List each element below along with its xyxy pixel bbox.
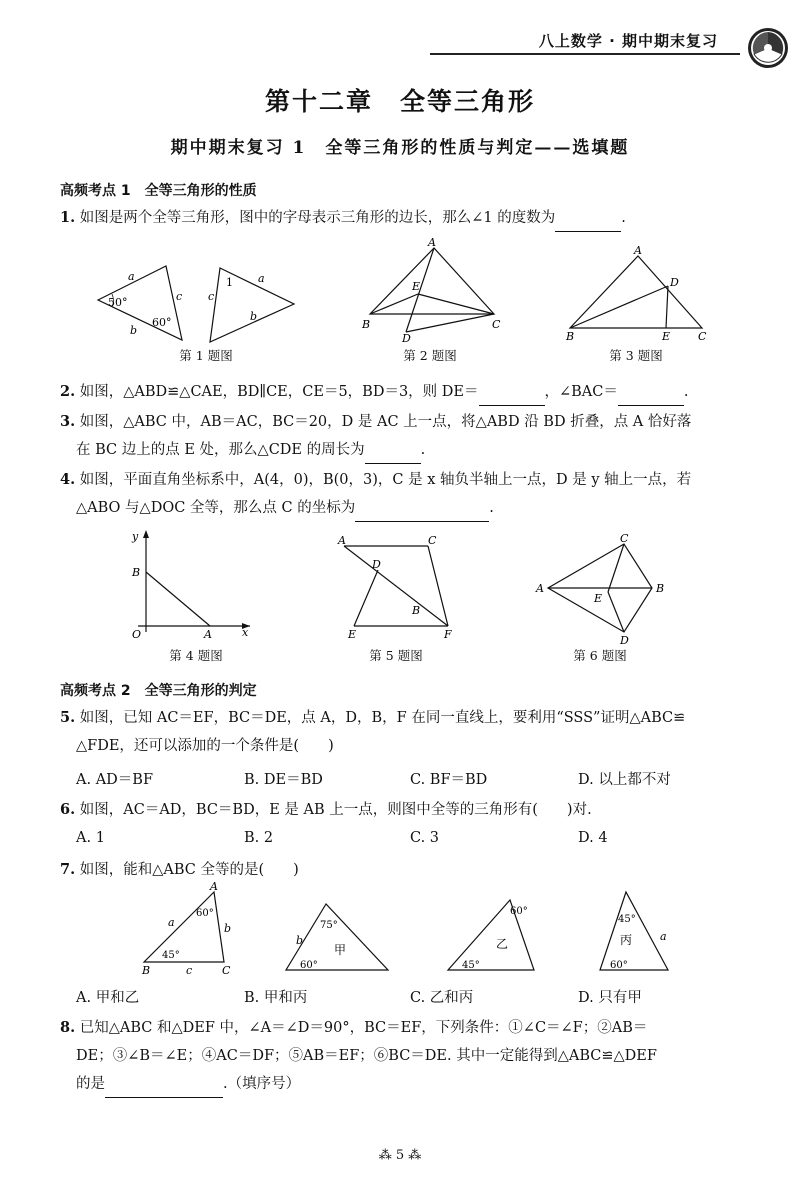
option-a[interactable]: A. 1	[76, 830, 105, 846]
angle-45: 45°	[462, 960, 480, 971]
question-text: DE；③∠B＝∠E；④AC＝DF；⑤AB＝EF；⑥BC＝DE. 其中一定能得到△ABC≌△DEF	[76, 1048, 657, 1064]
question-4-line-2	[76, 494, 776, 522]
question-5-line-2	[76, 732, 776, 760]
figure-1	[90, 258, 310, 344]
question-7	[60, 856, 760, 884]
figure-caption: 第 4 题图	[169, 648, 223, 663]
angle-60: 60°	[152, 316, 172, 329]
figure-caption: 第 1 题图	[179, 348, 233, 363]
angle-45: 45°	[618, 914, 636, 925]
point-A: A	[634, 246, 642, 257]
question-number: 6.	[60, 801, 76, 818]
question-text: 如图，AC＝AD，BC＝BD，E 是 AB 上一点，则图中全等的三角形有( )对.	[79, 802, 592, 818]
section-heading-2: 高频考点 2 全等三角形的判定	[60, 683, 257, 699]
point-D: D	[372, 558, 381, 571]
question-3	[60, 408, 760, 436]
header-title: 八上数学 · 期中期末复习	[538, 32, 718, 50]
question-8-line-3	[76, 1070, 776, 1098]
point-E: E	[662, 330, 671, 342]
question-end: .	[420, 442, 426, 458]
option-d[interactable]: D. 以上都不对	[578, 772, 671, 788]
answer-blank[interactable]	[105, 1079, 223, 1098]
point-D: D	[402, 332, 411, 342]
label-c: c	[176, 290, 183, 303]
figure-4	[128, 528, 258, 642]
point-E: E	[412, 280, 421, 293]
option-d[interactable]: D. 只有甲	[578, 990, 642, 1006]
angle-45: 45°	[162, 950, 180, 961]
figure-3	[562, 246, 712, 342]
point-A: A	[210, 882, 218, 893]
point-A: A	[204, 628, 212, 641]
question-number: 3.	[60, 413, 76, 430]
point-B: B	[132, 566, 141, 579]
figure-5	[332, 532, 462, 642]
point-B: B	[362, 318, 371, 331]
point-C: C	[620, 534, 629, 545]
page-number	[0, 1148, 800, 1163]
angle-60: 60°	[510, 906, 528, 917]
question-8	[60, 1014, 760, 1042]
side-b: b	[296, 934, 304, 947]
point-B: B	[142, 964, 151, 977]
side-a: a	[168, 916, 175, 929]
angle-60: 60°	[300, 960, 318, 971]
option-b[interactable]: B. DE＝BD	[244, 772, 323, 788]
question-end: .	[621, 210, 626, 226]
point-C: C	[222, 964, 231, 977]
side-c: c	[186, 964, 193, 977]
point-A: A	[428, 236, 436, 249]
option-c[interactable]: C. BF＝BD	[410, 772, 488, 788]
option-b[interactable]: B. 甲和丙	[244, 990, 308, 1006]
triangle-yi: 乙	[496, 937, 509, 951]
question-number: 5.	[60, 709, 76, 726]
question-5	[60, 704, 760, 732]
question-text: 如图，已知 AC＝EF，BC＝DE，点 A，D，B，F 在同一直线上，要利用“SSS”证明△ABC≌	[79, 710, 686, 726]
question-4	[60, 466, 760, 494]
answer-blank[interactable]	[479, 387, 545, 406]
answer-blank[interactable]	[365, 445, 421, 464]
figure-caption: 第 6 题图	[573, 648, 627, 663]
chapter-title: 第十二章 全等三角形	[264, 87, 535, 116]
point-D: D	[670, 276, 679, 289]
point-O: O	[132, 628, 142, 641]
question-number: 2.	[60, 383, 76, 400]
logo-icon	[746, 26, 790, 70]
ornament-icon: ⁂	[404, 1148, 422, 1163]
question-text: 如图是两个全等三角形，图中的字母表示三角形的边长，那么∠1 的度数为	[79, 210, 556, 226]
answer-blank[interactable]	[355, 503, 489, 522]
question-text: 如图，△ABC 中，AB＝AC，BC＝20，D 是 AC 上一点，将△ABD 沿 BD 折叠，点 A 恰好落	[79, 414, 692, 430]
question-end: .	[489, 500, 494, 516]
point-D: D	[620, 634, 629, 646]
label-c: c	[208, 290, 215, 303]
label-b: b	[250, 310, 258, 323]
point-C: C	[428, 534, 437, 547]
question-text: ，∠BAC＝	[544, 384, 618, 400]
question-text: 的是	[76, 1076, 105, 1092]
angle-50: 50°	[108, 296, 128, 309]
figure-7	[130, 882, 690, 980]
figure-2	[358, 236, 508, 342]
option-c[interactable]: C. 乙和丙	[410, 990, 474, 1006]
section-heading-1: 高频考点 1 全等三角形的性质	[60, 183, 257, 199]
figure-caption: 第 5 题图	[369, 648, 423, 663]
question-text: 已知△ABC 和△DEF 中，∠A＝∠D＝90°，BC＝EF，下列条件：①∠C＝∠F；②AB＝	[79, 1020, 648, 1036]
question-number: 4.	[60, 471, 76, 488]
label-b: b	[130, 324, 138, 337]
angle-60: 60°	[196, 908, 214, 919]
question-text: △FDE，还可以添加的一个条件是( )	[76, 738, 334, 754]
axis-x-label: x	[242, 626, 249, 639]
point-B: B	[566, 330, 575, 342]
point-F: F	[444, 628, 452, 641]
point-C: C	[698, 330, 707, 342]
page-header	[430, 22, 790, 60]
label-a: a	[258, 272, 265, 285]
point-A: A	[536, 582, 544, 595]
question-number: 8.	[60, 1019, 76, 1036]
question-2	[60, 378, 760, 406]
question-8-line-2	[76, 1042, 776, 1070]
page-number-value: 5	[395, 1148, 405, 1163]
question-number: 1.	[60, 209, 76, 226]
angle-1: 1	[226, 276, 233, 289]
question-1	[60, 204, 760, 232]
option-d[interactable]: D. 4	[578, 830, 608, 846]
point-E: E	[348, 628, 357, 641]
angle-75: 75°	[320, 920, 338, 931]
answer-blank[interactable]	[618, 387, 684, 406]
question-number: 7.	[60, 861, 76, 878]
option-a[interactable]: A. AD＝BF	[76, 772, 154, 788]
point-E: E	[594, 592, 603, 605]
triangle-jia: 甲	[334, 943, 347, 957]
figure-caption: 第 2 题图	[403, 348, 457, 363]
question-text: 如图，平面直角坐标系中，A(4，0)，B(0，3)，C 是 x 轴负半轴上一点，D 是 y 轴上一点，若	[79, 472, 692, 488]
label-a: a	[128, 270, 135, 283]
side-a: a	[660, 930, 667, 943]
header-rule	[430, 53, 740, 55]
question-text: 在 BC 边上的点 E 处，那么△CDE 的周长为	[76, 442, 365, 458]
figure-6	[534, 534, 674, 646]
question-6	[60, 796, 760, 824]
point-B: B	[412, 604, 421, 617]
subtitle: 期中期末复习 1 全等三角形的性质与判定——选填题	[170, 138, 630, 158]
ornament-icon: ⁂	[378, 1148, 396, 1163]
axis-y-label: y	[132, 530, 139, 543]
point-B: B	[656, 582, 665, 595]
question-text: △ABO 与△DOC 全等，那么点 C 的坐标为	[76, 500, 356, 516]
option-c[interactable]: C. 3	[410, 830, 440, 846]
side-b: b	[224, 922, 232, 935]
option-b[interactable]: B. 2	[244, 830, 274, 846]
question-text: 如图，能和△ABC 全等的是( )	[79, 862, 299, 878]
angle-60: 60°	[610, 960, 628, 971]
point-C: C	[492, 318, 501, 331]
triangle-bing: 丙	[620, 933, 633, 947]
question-end: .（填序号）	[223, 1076, 301, 1092]
option-a[interactable]: A. 甲和乙	[76, 990, 140, 1006]
question-3-line-2	[76, 436, 776, 464]
question-end: .	[683, 384, 689, 400]
question-text: 如图，△ABD≌△CAE，BD∥CE，CE＝5，BD＝3，则 DE＝	[79, 384, 479, 400]
point-A: A	[338, 534, 346, 547]
figure-caption: 第 3 题图	[609, 348, 663, 363]
answer-blank[interactable]	[555, 213, 621, 232]
